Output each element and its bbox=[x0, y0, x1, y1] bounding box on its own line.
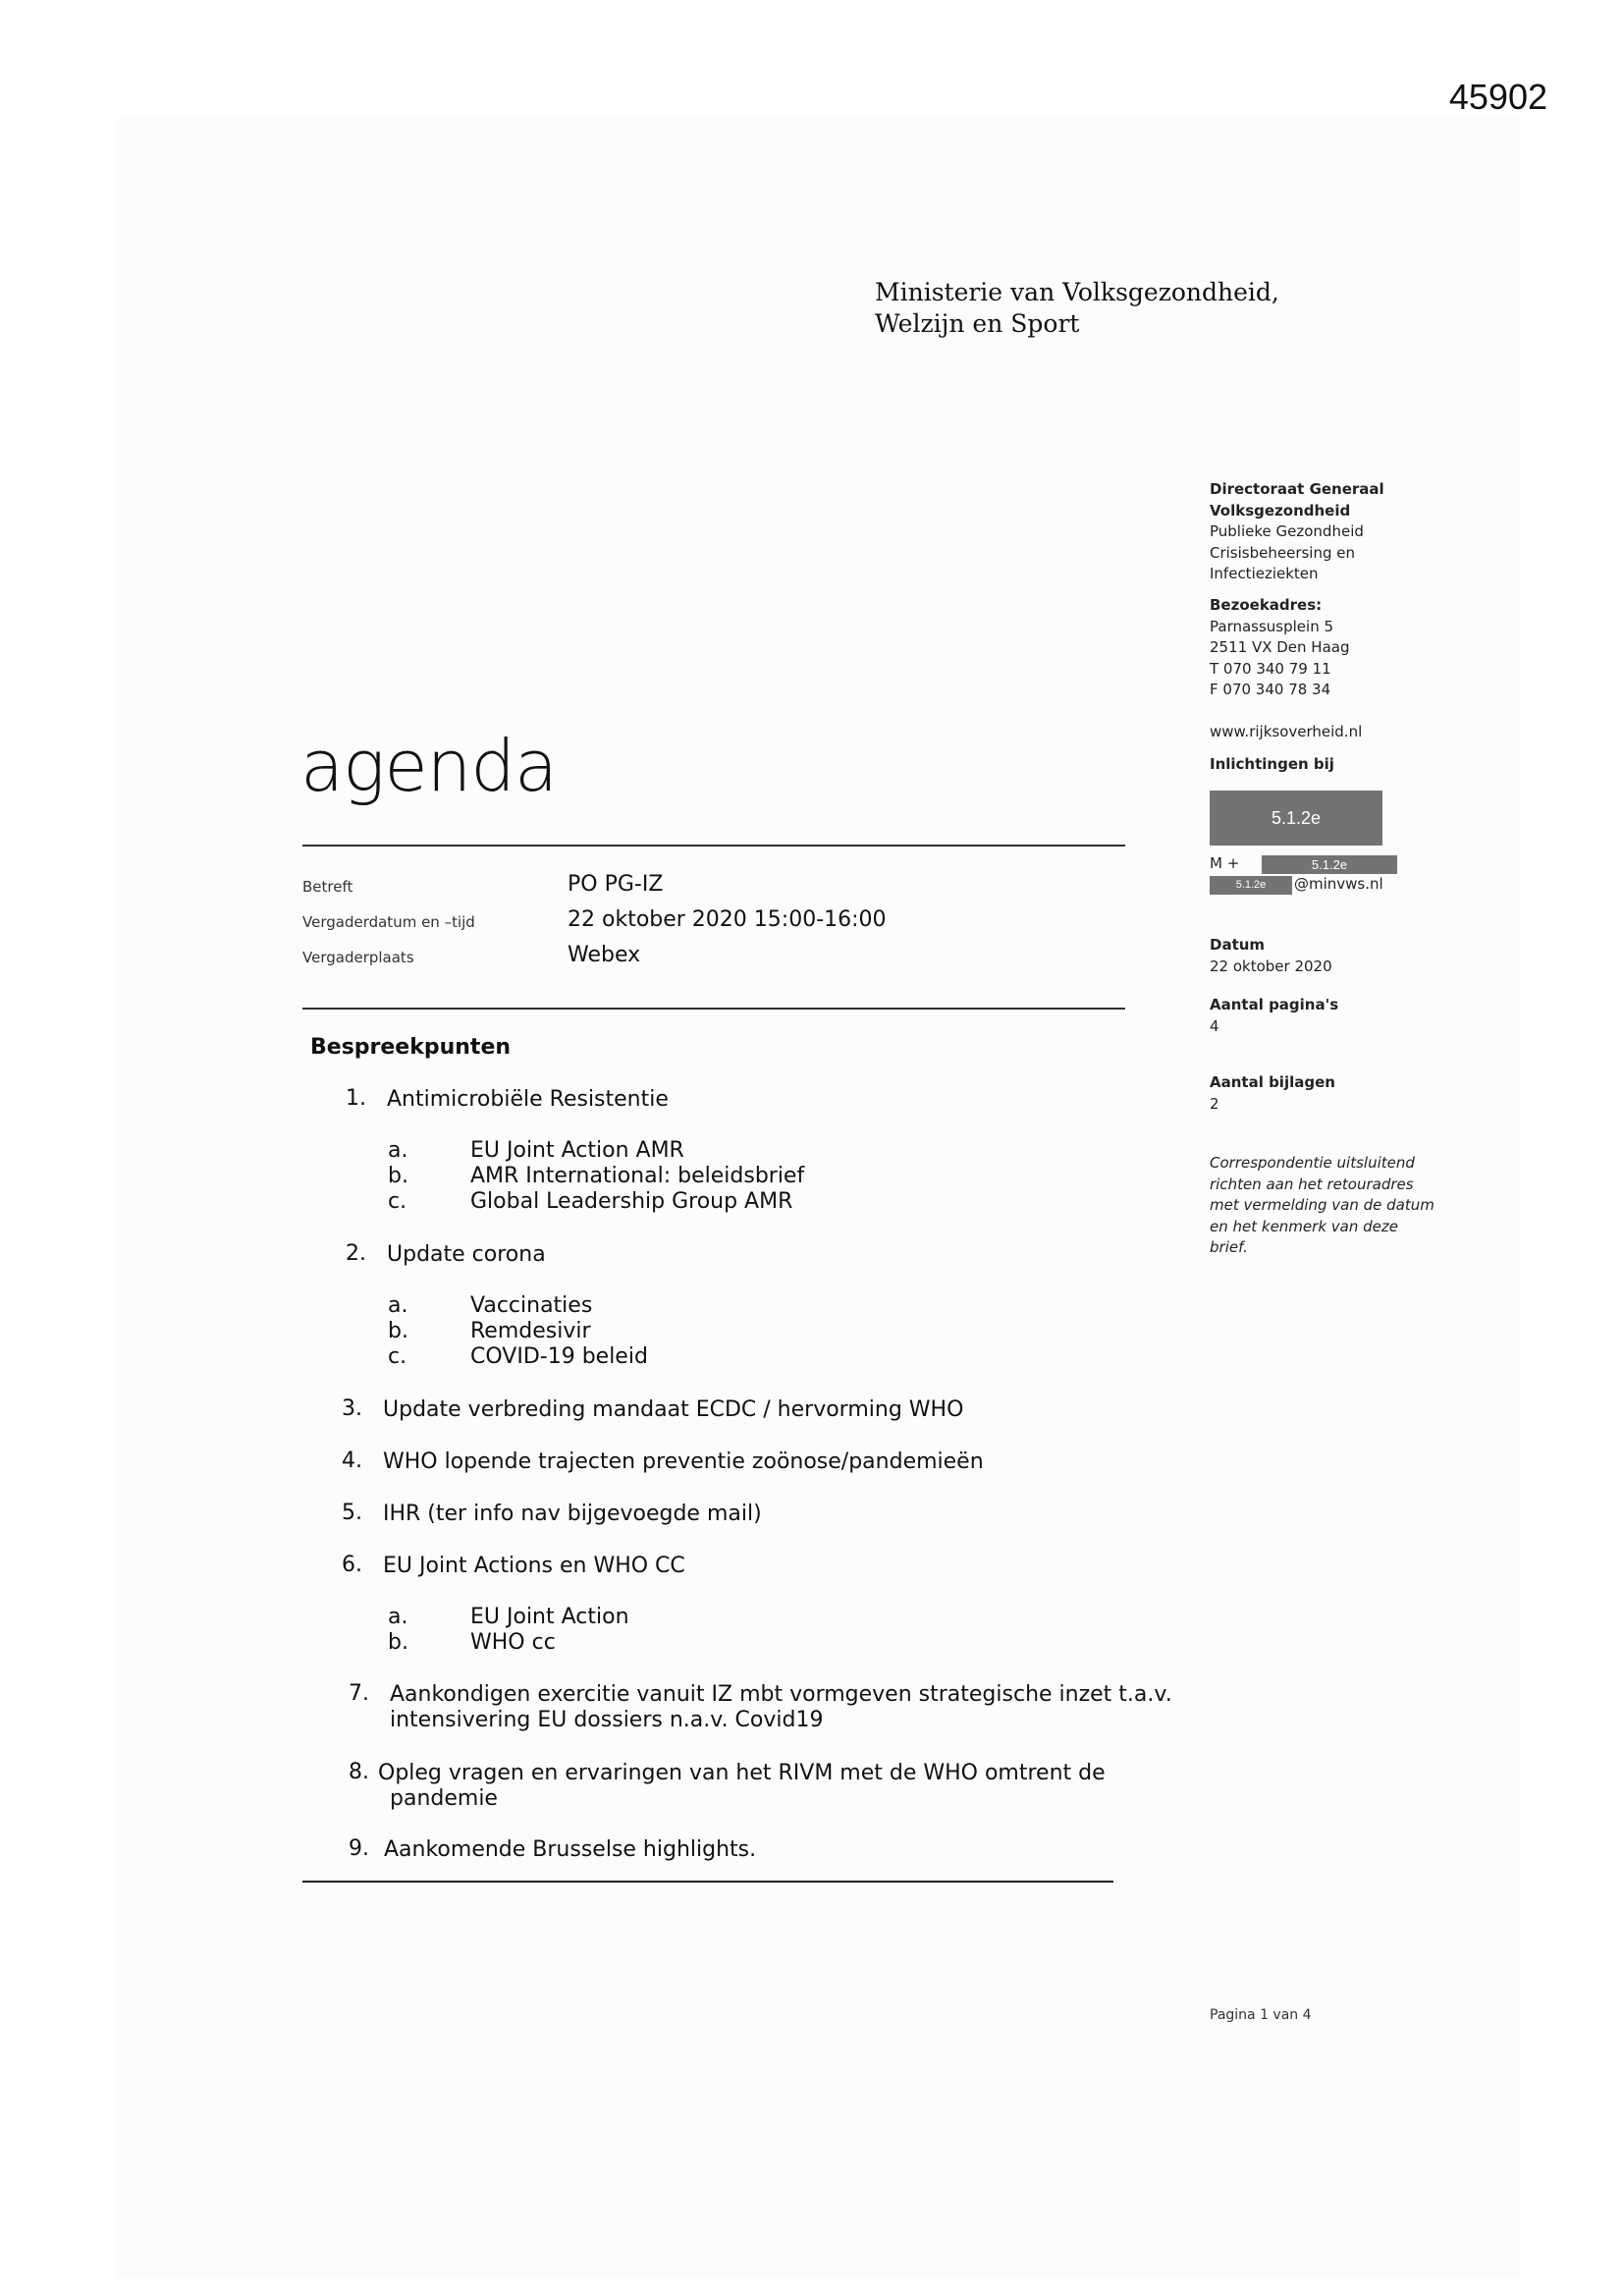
redaction-block-mobile: 5.1.2e bbox=[1262, 855, 1397, 874]
subitem-letter: a. bbox=[388, 1138, 408, 1163]
subitem-label: WHO cc bbox=[470, 1630, 556, 1655]
sidebar-attachments bbox=[1210, 1072, 1335, 1115]
agenda-item-number: 9. bbox=[349, 1836, 369, 1861]
subitem-letter: c. bbox=[388, 1344, 407, 1369]
attachments-value: 2 bbox=[1210, 1094, 1219, 1113]
document-number: 45902 bbox=[1448, 77, 1547, 117]
agenda-item-label: Aankomende Brusselse highlights. bbox=[384, 1837, 757, 1862]
subitem-label: EU Joint Action AMR bbox=[470, 1138, 684, 1163]
ministry-logo-text bbox=[875, 277, 1279, 340]
subitem-letter: b. bbox=[388, 1319, 408, 1343]
meta-value: Webex bbox=[568, 943, 641, 967]
subitem-label: AMR International: beleidsbrief bbox=[470, 1164, 805, 1188]
meta-label: Vergaderplaats bbox=[302, 949, 414, 966]
subitem-letter: b. bbox=[388, 1630, 408, 1655]
correspondence-note bbox=[1210, 1153, 1435, 1259]
meta-label: Vergaderdatum en –tijd bbox=[302, 913, 475, 931]
date-label: Datum bbox=[1210, 936, 1266, 954]
agenda-item-number: 1. bbox=[346, 1086, 366, 1111]
agenda-item-label: WHO lopende trajecten preventie zoönose/pandemieën bbox=[383, 1449, 984, 1474]
date-value: 22 oktober 2020 bbox=[1210, 957, 1332, 975]
agenda-item-label: IHR (ter info nav bijgevoegde mail) bbox=[383, 1502, 762, 1526]
org-name-line-3: Publieke Gezondheid bbox=[1210, 522, 1364, 540]
agenda-item-label: Update verbreding mandaat ECDC / hervorming WHO bbox=[383, 1397, 964, 1422]
agenda-item-number: 2. bbox=[346, 1241, 366, 1266]
sidebar-org bbox=[1210, 479, 1384, 585]
agenda-item-number: 5. bbox=[342, 1501, 362, 1525]
address-line-1: Parnassusplein 5 bbox=[1210, 617, 1334, 635]
agenda-item-label: Update corona bbox=[387, 1242, 546, 1267]
redaction-block-contact: 5.1.2e bbox=[1210, 791, 1382, 846]
agenda-item-number: 4. bbox=[342, 1449, 362, 1473]
ministry-line-2: Welzijn en Sport bbox=[875, 309, 1080, 338]
meta-label: Betreft bbox=[302, 878, 353, 896]
subitem-label: COVID-19 beleid bbox=[470, 1344, 648, 1369]
agenda-item-number: 6. bbox=[342, 1553, 362, 1577]
section-heading: Bespreekpunten bbox=[310, 1035, 512, 1060]
sidebar-info bbox=[1210, 754, 1334, 776]
org-name-line-2: Volksgezondheid bbox=[1210, 501, 1351, 519]
sidebar-pages bbox=[1210, 995, 1338, 1037]
website-link[interactable]: www.rijksoverheid.nl bbox=[1210, 723, 1363, 740]
org-name-line-4: Crisisbeheersing en bbox=[1210, 543, 1356, 562]
address-line-2: 2511 VX Den Haag bbox=[1210, 638, 1350, 656]
page-title: agenda bbox=[300, 725, 558, 807]
note-line: Correspondentie uitsluitend bbox=[1210, 1154, 1415, 1172]
sidebar-date bbox=[1210, 935, 1332, 977]
agenda-item-number: 3. bbox=[342, 1396, 362, 1421]
email-domain: @minvws.nl bbox=[1294, 875, 1383, 893]
agenda-item-label-continued: intensivering EU dossiers n.a.v. Covid19 bbox=[390, 1708, 824, 1732]
note-line: richten aan het retouradres bbox=[1210, 1175, 1414, 1193]
org-name-line-1: Directoraat Generaal bbox=[1210, 480, 1384, 498]
agenda-item-number: 7. bbox=[349, 1681, 369, 1706]
note-line: met vermelding van de datum bbox=[1210, 1196, 1435, 1214]
bottom-divider bbox=[302, 1881, 1113, 1883]
meta-row-datetime bbox=[302, 907, 1127, 937]
ministry-line-1: Ministerie van Volksgezondheid, bbox=[875, 278, 1279, 306]
pages-label: Aantal pagina's bbox=[1210, 996, 1339, 1013]
subitem-label: Global Leadership Group AMR bbox=[470, 1189, 793, 1214]
org-name-line-5: Infectieziekten bbox=[1210, 565, 1319, 582]
agenda-item-label: Aankondigen exercitie vanuit IZ mbt vormgeven strategische inzet t.a.v. bbox=[390, 1682, 1172, 1707]
agenda-item-label: Opleg vragen en ervaringen van het RIVM met de WHO omtrent de bbox=[378, 1761, 1106, 1785]
agenda-item-label: EU Joint Actions en WHO CC bbox=[383, 1554, 685, 1578]
pages-value: 4 bbox=[1210, 1016, 1219, 1035]
meta-value: 22 oktober 2020 15:00-16:00 bbox=[568, 907, 887, 932]
agenda-item-label-continued: pandemie bbox=[390, 1786, 498, 1811]
subitem-letter: c. bbox=[388, 1189, 407, 1214]
subitem-label: EU Joint Action bbox=[470, 1605, 629, 1629]
sidebar-address bbox=[1210, 595, 1350, 701]
note-line: brief. bbox=[1210, 1238, 1248, 1256]
agenda-item-label: Antimicrobiële Resistentie bbox=[387, 1087, 669, 1112]
subitem-letter: a. bbox=[388, 1605, 408, 1629]
subitem-letter: a. bbox=[388, 1293, 408, 1318]
note-line: en het kenmerk van deze bbox=[1210, 1217, 1398, 1235]
page-number: Pagina 1 van 4 bbox=[1210, 2007, 1312, 2023]
attachments-label: Aantal bijlagen bbox=[1210, 1073, 1335, 1091]
subitem-label: Vaccinaties bbox=[470, 1293, 593, 1318]
agenda-item-number: 8. bbox=[349, 1760, 369, 1784]
visit-address-label: Bezoekadres: bbox=[1210, 596, 1323, 614]
meta-row-location bbox=[302, 943, 1127, 972]
meta-value: PO PG-IZ bbox=[568, 872, 664, 897]
info-label: Inlichtingen bij bbox=[1210, 755, 1334, 773]
mobile-label: M + bbox=[1210, 854, 1240, 872]
subitem-label: Remdesivir bbox=[470, 1319, 591, 1343]
top-divider bbox=[302, 845, 1125, 847]
sidebar-website bbox=[1210, 722, 1362, 743]
fax-number: F 070 340 78 34 bbox=[1210, 681, 1331, 698]
redaction-block-email: 5.1.2e bbox=[1210, 876, 1292, 895]
subitem-letter: b. bbox=[388, 1164, 408, 1188]
meta-row-subject bbox=[302, 872, 1127, 902]
meta-divider bbox=[302, 1008, 1125, 1010]
phone-number: T 070 340 79 11 bbox=[1210, 659, 1331, 678]
